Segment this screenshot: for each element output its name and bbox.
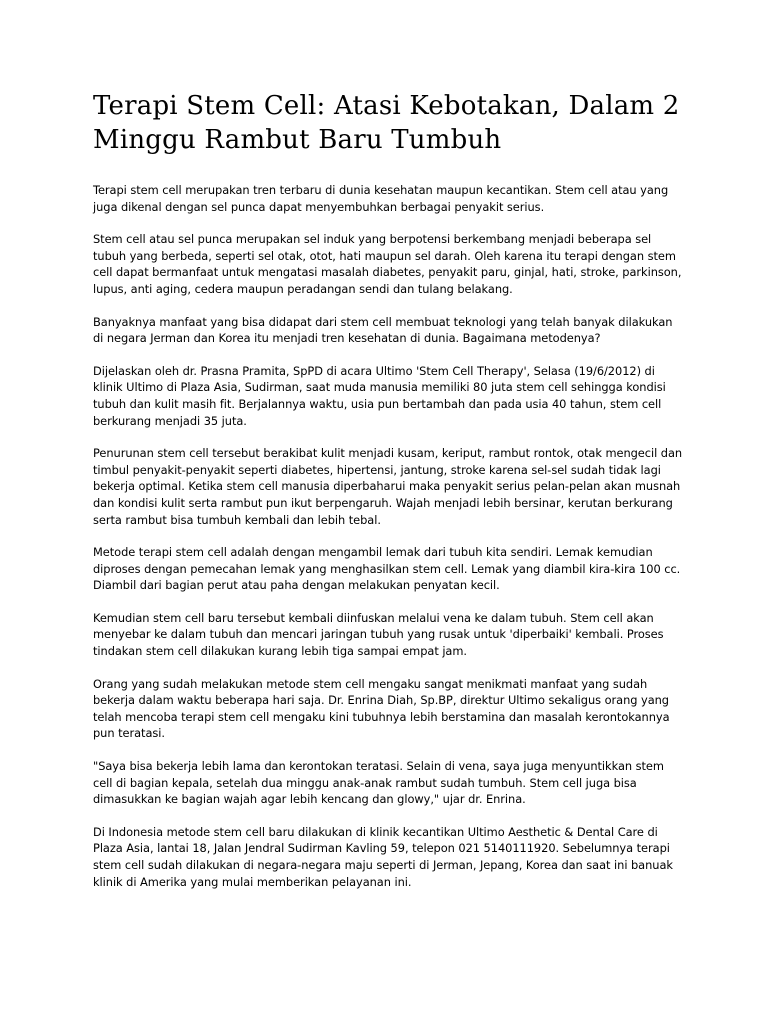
- paragraph-4: Dijelaskan oleh dr. Prasna Pramita, SpPD di acara Ultimo 'Stem Cell Therapy', Selasa (19/6/2012) di klinik Ultimo di Plaza Asia, Sudirman, saat muda manusia memiliki 80 juta stem cell sehingga kondisi tubuh dan kulit masih fit. Berjalannya waktu, usia pun bertambah dan pada usia 40 tahun, stem cell berkurang menjadi 35 juta.: [93, 363, 666, 428]
- paragraph-5: Penurunan stem cell tersebut berakibat kulit menjadi kusam, keriput, rambut rontok, otak mengecil dan timbul penyakit-penyakit seperti diabetes, hipertensi, jantung, stroke karena sel-sel sudah tidak lagi bekerja optimal. Ketika stem cell manusia diperbaharui maka penyakit serius pelan-pelan akan musnah dan kondisi kulit serta rambut pun ikut berpengaruh. Wajah menjadi lebih bersinar, kerutan berkurang serta rambut bisa tumbuh kembali dan lebih tebal.: [93, 446, 683, 527]
- paragraph-1: Terapi stem cell merupakan tren terbaru di dunia kesehatan maupun kecantikan. Stem cell atau yang juga dikenal dengan sel punca dapat menyembuhkan berbagai penyakit serius.: [93, 183, 669, 214]
- paragraph-6: Metode terapi stem cell adalah dengan mengambil lemak dari tubuh kita sendiri. Lemak kemudian diproses dengan pemecahan lemak yang menghasilkan stem cell. Lemak yang diambil kira-kira 100 cc. Diambil dari bagian perut atau paha dengan melakukan penyatan kecil.: [93, 545, 681, 593]
- paragraph-9: "Saya bisa bekerja lebih lama dan kerontokan teratasi. Selain di vena, saya juga menyuntikkan stem cell di bagian kepala, setelah dua minggu anak-anak rambut sudah tumbuh. Stem cell juga bisa dimasukkan ke bagian wajah agar lebih kencang dan glowy," ujar dr. Enrina.: [93, 759, 664, 807]
- paragraph-3: Banyaknya manfaat yang bisa didapat dari stem cell membuat teknologi yang telah banyak dilakukan di negara Jerman dan Korea itu menjadi tren kesehatan di dunia. Bagaimana metodenya?: [93, 314, 673, 346]
- article-title: Terapi Stem Cell: Atasi Kebotakan, Dalam 2 Minggu Rambut Baru Tumbuh: [93, 91, 680, 155]
- document-page: [93, 89, 683, 906]
- paragraph-8: Orang yang sudah melakukan metode stem cell mengaku sangat menikmati manfaat yang sudah bekerja dalam waktu beberapa hari saja. Dr. Enrina Diah, Sp.BP, direktur Ultimo sekaligus orang yang telah mencoba terapi stem cell mengaku kini tubuhnya lebih berstamina dan masalah kerontokannya pun teratasi.: [93, 676, 670, 741]
- paragraph-2: Stem cell atau sel punca merupakan sel induk yang berpotensi berkembang menjadi beberapa sel tubuh yang berbeda, seperti sel otak, otot, hati maupun sel darah. Oleh karena itu terapi dengan stem cell dapat bermanfaat untuk mengatasi masalah diabetes, penyakit paru, ginjal, hati, stroke, parkinson, lupus, anti aging, cedera maupun peradangan sendi dan tulang belakang.: [93, 232, 682, 296]
- paragraph-7: Kemudian stem cell baru tersebut kembali diinfuskan melalui vena ke dalam tubuh. Stem cell akan menyebar ke dalam tubuh dan mencari jaringan tubuh yang rusak untuk 'diperbaiki' kembali. Proses tindakan stem cell dilakukan kurang lebih tiga sampai empat jam.: [93, 610, 664, 659]
- paragraph-10: Di Indonesia metode stem cell baru dilakukan di klinik kecantikan Ultimo Aesthetic & Dental Care di Plaza Asia, lantai 18, Jalan Jendral Sudirman Kavling 59, telepon 021 5140111920. Sebelumnya terapi stem cell sudah dilakukan di negara-negara maju seperti di Jerman, Jepang, Korea dan saat ini banuak klinik di Amerika yang mulai memberikan pelayanan ini.: [93, 824, 673, 889]
